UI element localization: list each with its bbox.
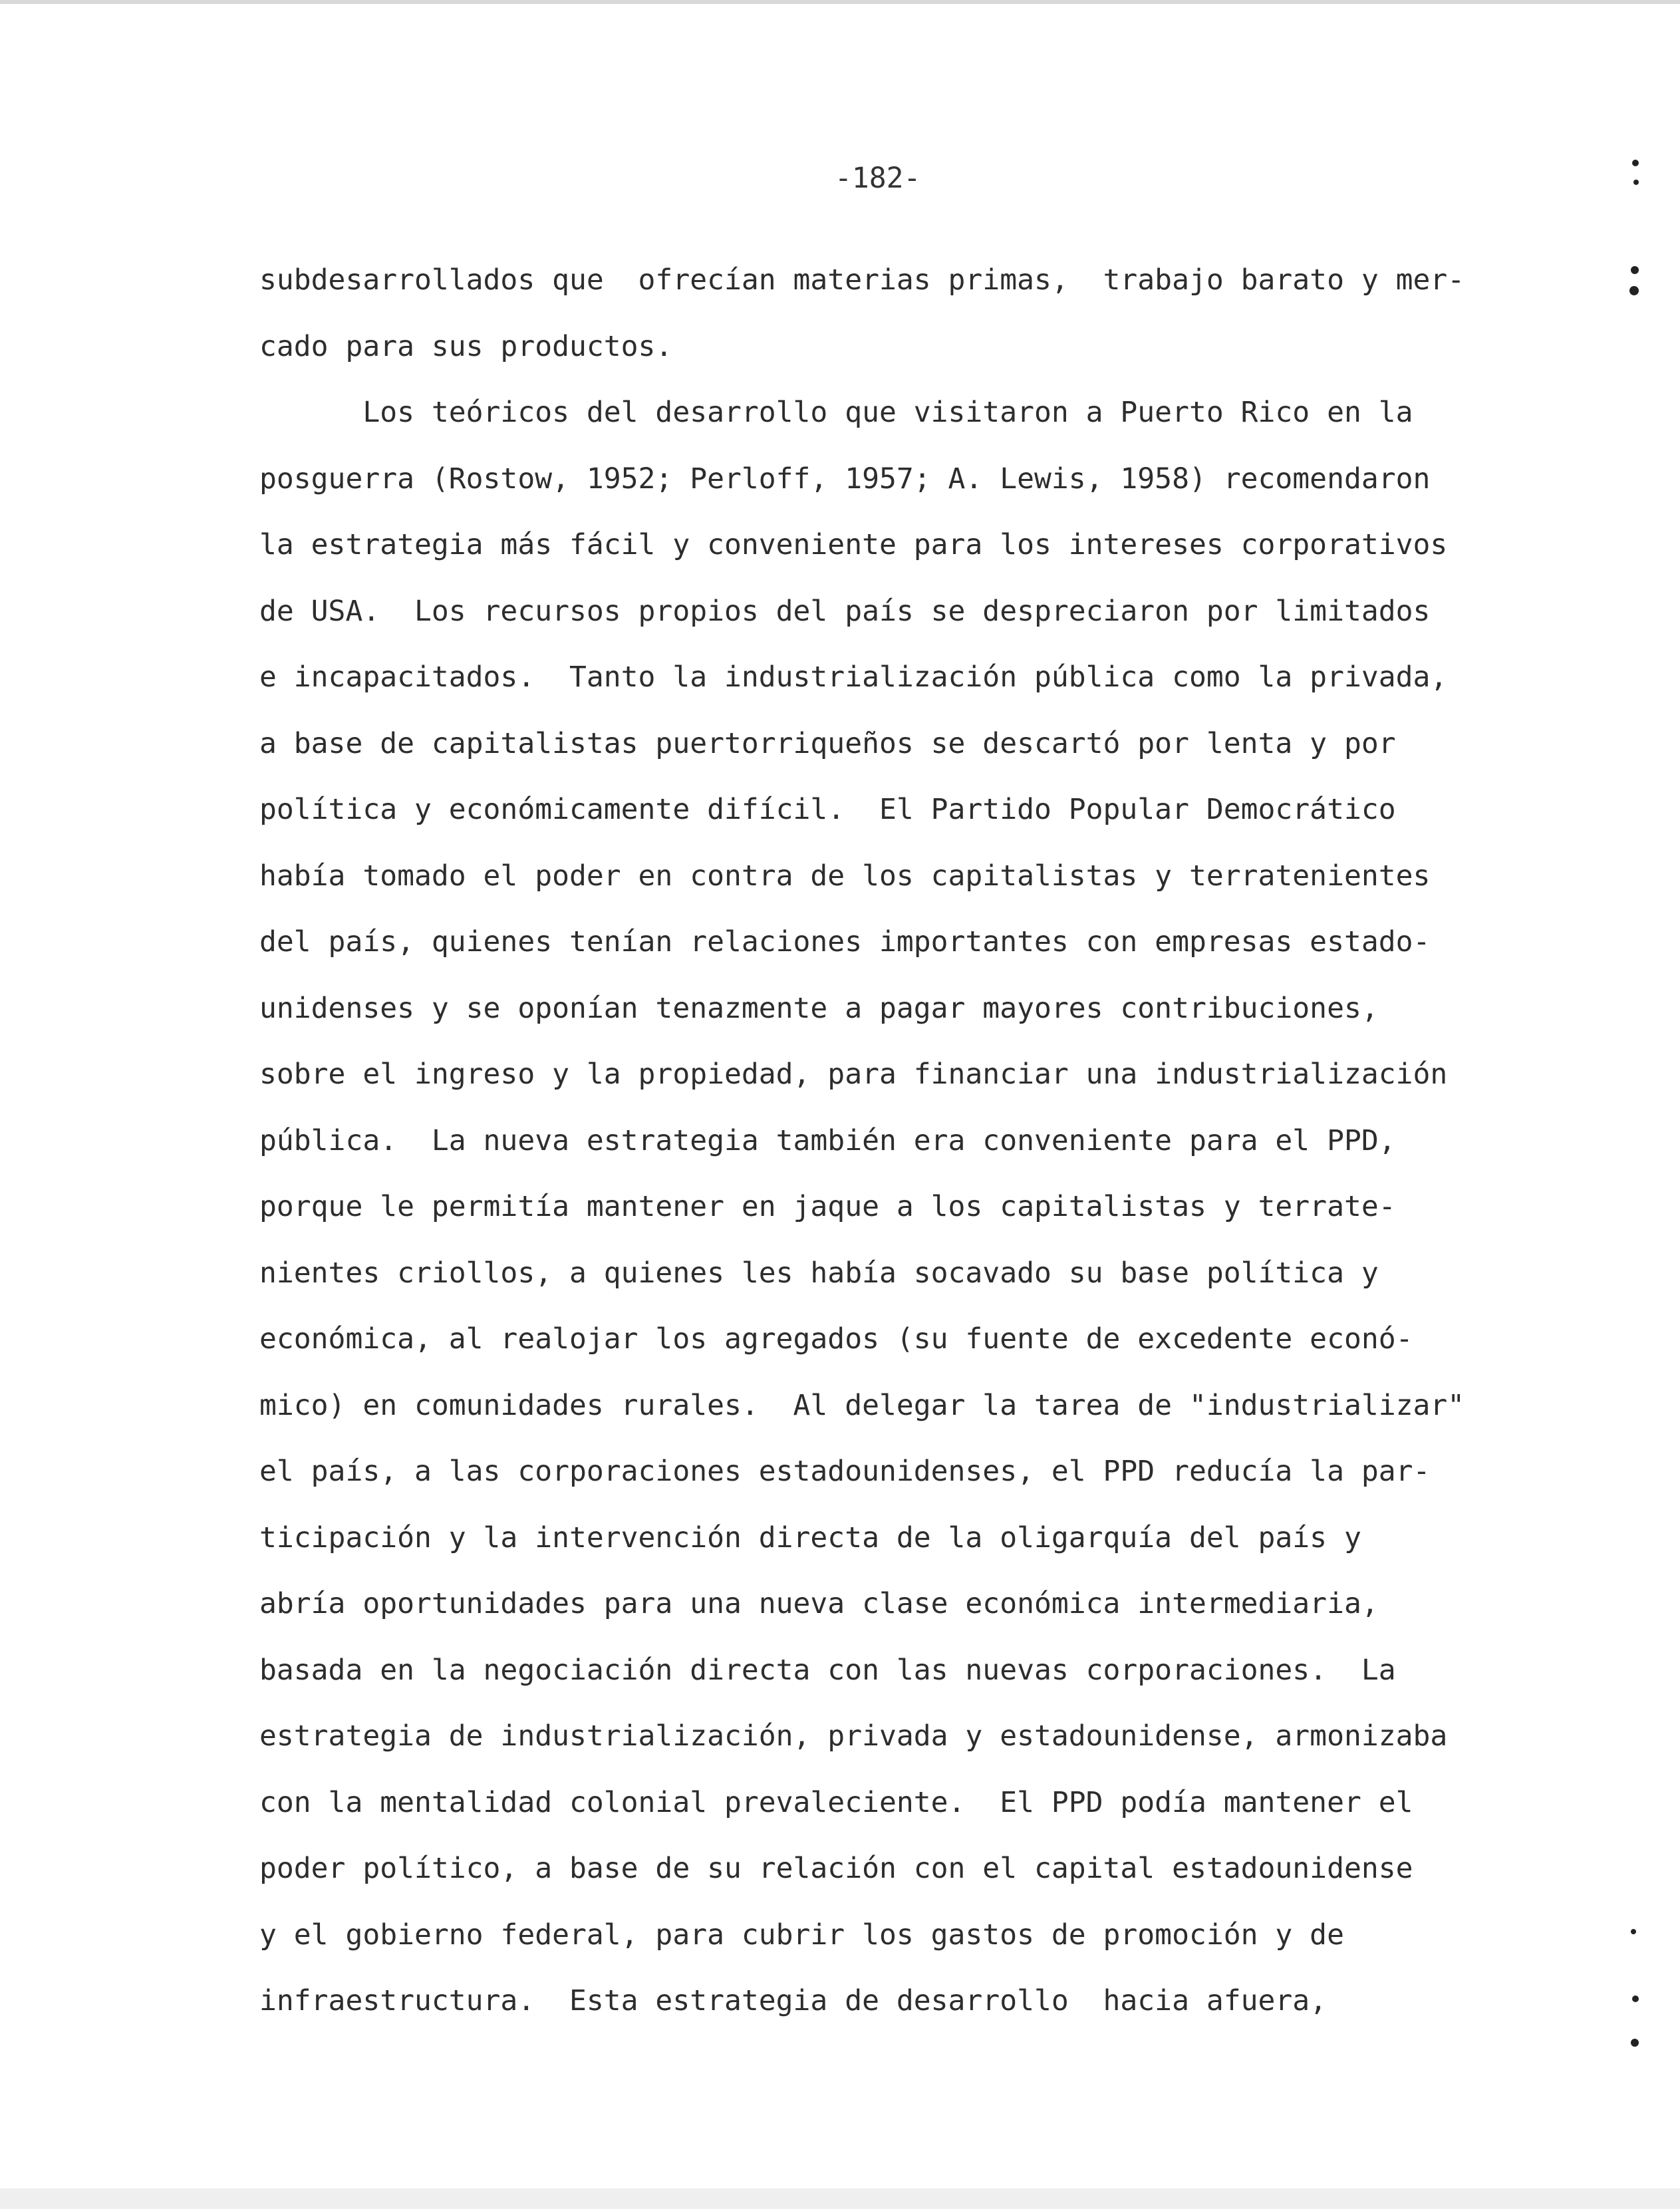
text-line: estrategia de industrialización, privada y estadounidense, armonizaba — [259, 1719, 1448, 1753]
text-line: Los teóricos del desarrollo que visitaron a Puerto Rico en la — [259, 396, 1413, 429]
page-number: -182- — [835, 162, 921, 195]
scan-speck — [1629, 286, 1639, 295]
text-line: del país, quienes tenían relaciones importantes con empresas estado- — [259, 925, 1431, 958]
text-line: de USA. Los recursos propios del país se despreciaron por limitados — [259, 594, 1431, 628]
text-line: cado para sus productos. — [259, 329, 673, 363]
text-line: económica, al realojar los agregados (su fuente de excedente econó- — [259, 1322, 1413, 1356]
scan-speck — [1633, 180, 1639, 185]
text-line: el país, a las corporaciones estadounidenses, el PPD reducía la par- — [259, 1455, 1431, 1488]
text-line: la estrategia más fácil y conveniente para los intereses corporativos — [259, 528, 1448, 561]
text-line: infraestructura. Esta estrategia de desarrollo hacia afuera, — [259, 1984, 1328, 2017]
text-line: unidenses y se oponían tenazmente a pagar mayores contribuciones, — [259, 991, 1379, 1025]
scan-speck — [1631, 2039, 1639, 2047]
text-line: había tomado el poder en contra de los capitalistas y terratenientes — [259, 859, 1431, 893]
text-line: nientes criollos, a quienes les había socavado su base política y — [259, 1256, 1379, 1290]
text-line: posguerra (Rostow, 1952; Perloff, 1957; A. Lewis, 1958) recomendaron — [259, 462, 1431, 496]
text-line: subdesarrollados que ofrecían materias primas, trabajo barato y mer- — [259, 263, 1465, 297]
text-line: pública. La nueva estrategia también era conveniente para el PPD, — [259, 1123, 1396, 1157]
text-line: con la mentalidad colonial prevaleciente. El PPD podía mantener el — [259, 1785, 1413, 1819]
text-line: y el gobierno federal, para cubrir los gastos de promoción y de — [259, 1918, 1344, 1952]
scan-bottom-edge — [0, 2188, 1680, 2209]
scan-speck — [1632, 1995, 1639, 2002]
text-line: a base de capitalistas puertorriqueños se descartó por lenta y por — [259, 726, 1396, 760]
text-line: e incapacitados. Tanto la industrialización pública como la privada, — [259, 661, 1448, 694]
text-line: porque le permitía mantener en jaque a los capitalistas y terrate- — [259, 1190, 1396, 1223]
text-line: basada en la negociación directa con las nuevas corporaciones. La — [259, 1653, 1396, 1687]
text-line: poder político, a base de su relación con el capital estadounidense — [259, 1852, 1413, 1885]
scan-speck — [1632, 160, 1639, 166]
body-text — [259, 247, 1523, 2035]
text-line: sobre el ingreso y la propiedad, para financiar una industrialización — [259, 1058, 1448, 1091]
scan-speck — [1631, 266, 1639, 274]
scan-top-edge — [0, 0, 1680, 4]
text-line: mico) en comunidades rurales. Al delegar la tarea de "industrializar" — [259, 1388, 1465, 1422]
text-line: abría oportunidades para una nueva clase económica intermediaria, — [259, 1587, 1379, 1620]
text-line: política y económicamente difícil. El Partido Popular Democrático — [259, 793, 1396, 826]
text-line: ticipación y la intervención directa de la oligarquía del país y — [259, 1521, 1361, 1554]
scan-speck — [1631, 1929, 1636, 1934]
